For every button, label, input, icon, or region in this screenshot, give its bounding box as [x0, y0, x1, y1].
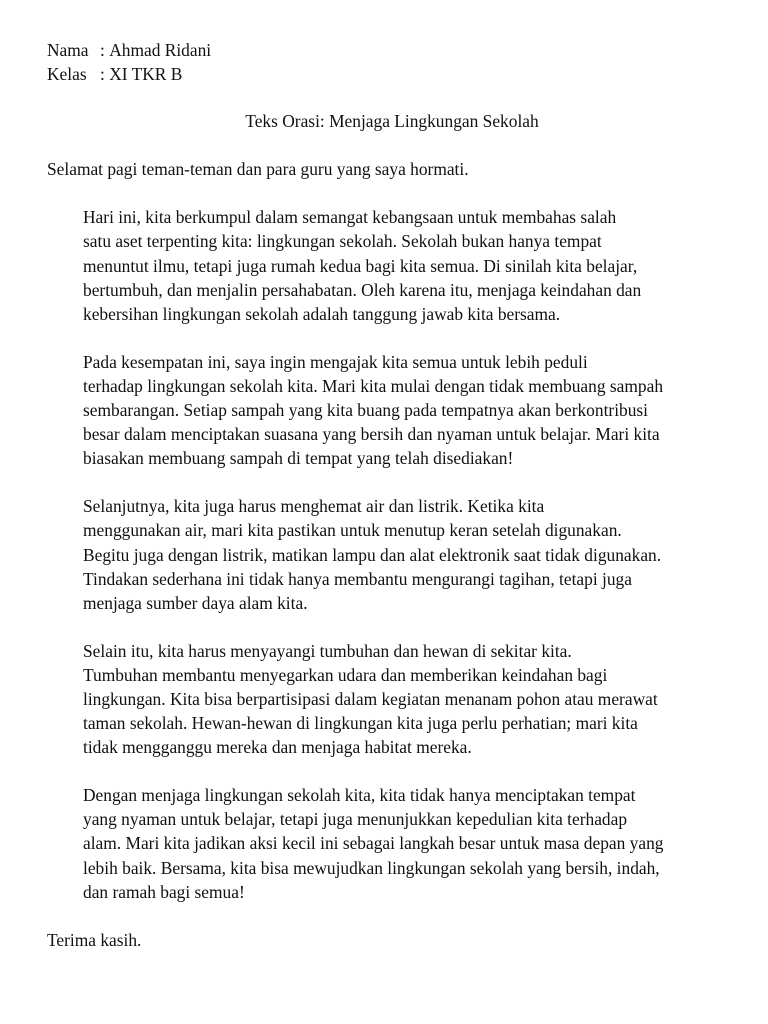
paragraph-line: Hari ini, kita berkumpul dalam semangat kebangsaan untuk membahas salah — [83, 207, 617, 228]
paragraph-line: Dengan menjaga lingkungan sekolah kita, kita tidak hanya menciptakan tempat — [83, 785, 636, 806]
paragraph-line: taman sekolah. Hewan-hewan di lingkungan kita juga perlu perhatian; mari kita — [83, 713, 638, 734]
greeting: Selamat pagi teman-teman dan para guru yang saya hormati. — [47, 159, 469, 180]
paragraph-line: alam. Mari kita jadikan aksi kecil ini sebagai langkah besar untuk masa depan yang — [83, 833, 664, 854]
name-label: Nama — [47, 40, 89, 60]
paragraph-1 — [47, 205, 737, 325]
name-row — [47, 38, 737, 62]
paragraph-line: dan ramah bagi semua! — [83, 881, 245, 902]
paragraph-5 — [47, 783, 737, 903]
paragraph-line: yang nyaman untuk belajar, tetapi juga menunjukkan kepedulian kita terhadap — [83, 809, 628, 830]
paragraph-line: Tumbuhan membantu menyegarkan udara dan memberikan keindahan bagi — [83, 664, 608, 685]
closing: Terima kasih. — [47, 929, 142, 950]
paragraph-line: sembarangan. Setiap sampah yang kita buang pada tempatnya akan berkontribusi — [83, 400, 649, 421]
paragraph-line: satu aset terpenting kita: lingkungan sekolah. Sekolah bukan hanya tempat — [83, 231, 602, 252]
name-value: Ahmad Ridani — [109, 40, 212, 60]
paragraph-line: biasakan membuang sampah di tempat yang telah disediakan! — [83, 448, 514, 469]
class-row — [47, 62, 737, 86]
class-separator: : — [100, 64, 110, 85]
paragraph-line: menjaga sumber daya alam kita. — [83, 592, 308, 613]
paragraph-line: lebih baik. Bersama, kita bisa mewujudkan lingkungan sekolah yang bersih, indah, — [83, 857, 660, 878]
paragraph-line: kebersihan lingkungan sekolah adalah tanggung jawab kita bersama. — [83, 303, 561, 324]
name-separator: : — [100, 40, 110, 60]
paragraph-line: bertumbuh, dan menjalin persahabatan. Oleh karena itu, menjaga keindahan dan — [83, 279, 642, 300]
paragraph-2 — [47, 350, 737, 470]
paragraph-line: Begitu juga dengan listrik, matikan lampu dan alat elektronik saat tidak digunakan. — [83, 544, 662, 565]
paragraph-line: Tindakan sederhana ini tidak hanya membantu mengurangi tagihan, tetapi juga — [83, 568, 632, 589]
paragraph-line: menuntut ilmu, tetapi juga rumah kedua bagi kita semua. Di sinilah kita belajar, — [83, 255, 638, 276]
paragraph-3 — [47, 494, 737, 614]
paragraph-line: Pada kesempatan ini, saya ingin mengajak kita semua untuk lebih peduli — [83, 351, 588, 372]
paragraph-line: Selain itu, kita harus menyayangi tumbuhan dan hewan di sekitar kita. — [83, 640, 572, 661]
document-page — [47, 38, 737, 952]
paragraph-line: lingkungan. Kita bisa berpartisipasi dalam kegiatan menanam pohon atau merawat — [83, 688, 658, 709]
paragraph-4 — [47, 639, 737, 759]
document-title: Teks Orasi: Menjaga Lingkungan Sekolah — [245, 111, 539, 132]
paragraph-line: tidak mengganggu mereka dan menjaga habitat mereka. — [83, 737, 472, 758]
class-label: Kelas — [47, 64, 87, 85]
paragraph-line: terhadap lingkungan sekolah kita. Mari kita mulai dengan tidak membuang sampah — [83, 375, 664, 396]
paragraph-line: menggunakan air, mari kita pastikan untuk menutup keran setelah digunakan. — [83, 520, 622, 541]
class-value: XI TKR B — [109, 64, 183, 85]
paragraph-line: besar dalam menciptakan suasana yang bersih dan nyaman untuk belajar. Mari kita — [83, 424, 660, 445]
paragraph-line: Selanjutnya, kita juga harus menghemat air dan listrik. Ketika kita — [83, 496, 545, 517]
